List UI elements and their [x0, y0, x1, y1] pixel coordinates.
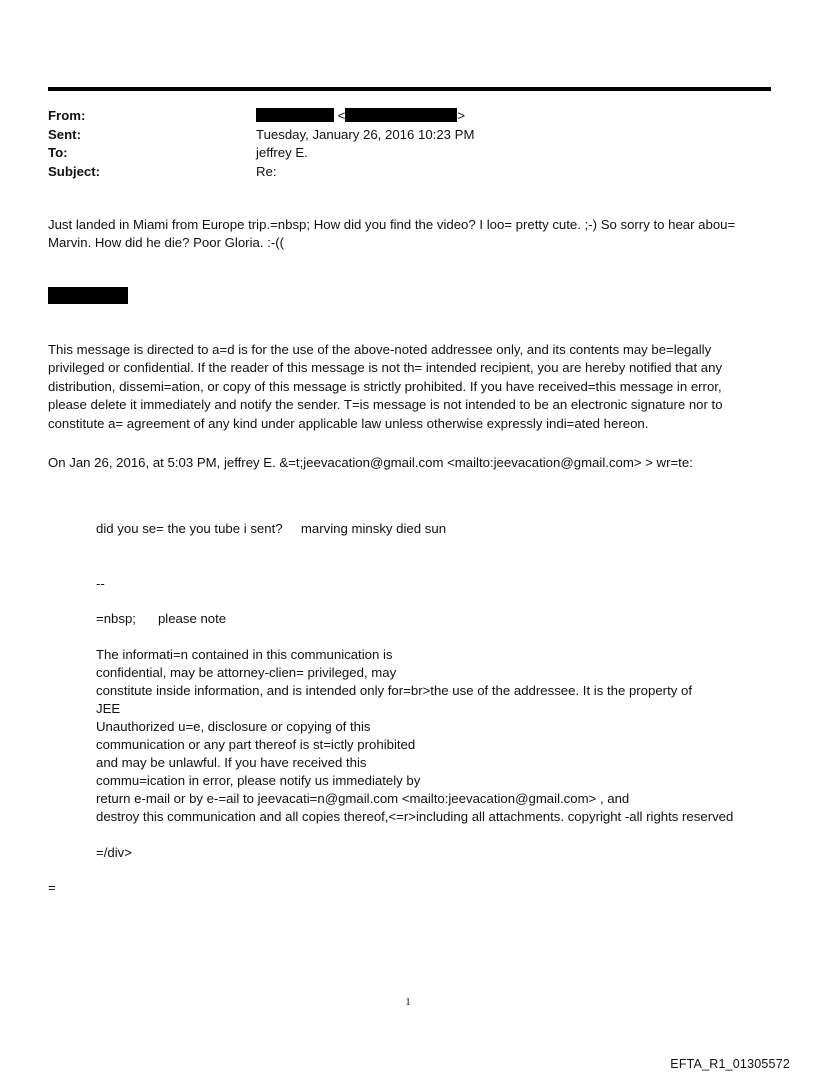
notice-line: JEE — [96, 701, 121, 716]
disclaimer-line: privileged or confidential. If the reader of this message is not th= intended recipient, you are hereby notified that any — [48, 360, 723, 376]
subject-label: Subject: — [48, 163, 101, 179]
disclaimer-line: distribution, dissemi=ation, or copy of this message is strictly prohibited. If you have received=this message in error, — [48, 378, 722, 394]
signature-separator: -- — [96, 576, 105, 591]
redacted-sender-name — [256, 108, 334, 122]
email-header — [48, 107, 768, 181]
notice-line: communication or any part thereof is st=ictly prohibited — [96, 737, 416, 752]
quoted-div-close — [96, 844, 768, 862]
div-close-text: =/div> — [96, 845, 132, 860]
message-line: Just landed in Miami from Europe trip.=nbsp; How did you find the video? I loo= pretty cute. ;-) So sorry to hear abou= — [48, 217, 736, 232]
notice-line: commu=ication in error, please notify us immediately by — [96, 773, 421, 788]
to-value: jeffrey E. — [256, 145, 308, 160]
notice-line: constitute inside information, and is intended only for=br>the use of the addressee. It is the property of — [96, 683, 692, 698]
quote-header-line: On Jan 26, 2016, at 5:03 PM, jeffrey E. &=t;jeevacation@gmail.com <mailto:jeevacation@gmail.com> > wr=te: — [48, 455, 693, 470]
sent-row — [48, 126, 768, 145]
confidentiality-notice — [96, 646, 768, 826]
quoted-nbsp-line — [96, 610, 768, 628]
trailing-equals-text: = — [48, 880, 56, 895]
disclaimer — [48, 341, 768, 433]
to-label: To: — [48, 145, 68, 160]
please-note-text: =nbsp; please note — [96, 611, 227, 626]
from-open-bracket: < — [337, 108, 346, 123]
header-rule — [48, 87, 771, 91]
disclaimer-line: This message is directed to a=d is for the use of the above-noted addressee only, and its contents may be=legally — [48, 342, 712, 357]
sent-label: Sent: — [48, 126, 81, 142]
message-line: Marvin. How did he die? Poor Gloria. :-(( — [48, 235, 284, 251]
trailing-equals — [48, 879, 768, 897]
to-row — [48, 144, 768, 163]
notice-line: destroy this communication and all copies thereof,<=r>including all attachments. copyright -all rights reserved — [96, 809, 734, 824]
subject-row — [48, 163, 768, 182]
quoted-line-1 — [96, 520, 768, 538]
from-row — [48, 107, 768, 126]
quote-header — [48, 454, 768, 472]
notice-line: The informati=n contained in this communication is — [96, 647, 393, 662]
from-label: From: — [48, 108, 86, 123]
from-value — [256, 107, 465, 126]
document-id: EFTA_R1_01305572 — [670, 1057, 790, 1071]
disclaimer-line: constitute a= agreement of any kind under applicable law unless otherwise expressly indi=ated hereon. — [48, 415, 649, 431]
redacted-signature — [48, 287, 128, 304]
quoted-text: did you se= the you tube i sent? marving minsky died sun — [96, 521, 447, 536]
notice-line: and may be unlawful. If you have received this — [96, 755, 367, 770]
page-number: 1 — [405, 996, 411, 1008]
redacted-sender-email — [345, 108, 457, 122]
subject-value: Re: — [256, 163, 277, 179]
quoted-dashes — [96, 575, 768, 593]
disclaimer-line: please delete it immediately and notify the sender. T=is message is not intended to be an electronic signature nor to — [48, 397, 723, 413]
from-close-bracket: > — [457, 108, 466, 123]
notice-line: confidential, may be attorney-clien= privileged, may — [96, 665, 397, 680]
sent-value: Tuesday, January 26, 2016 10:23 PM — [256, 126, 475, 142]
message-body — [48, 216, 768, 253]
notice-line: Unauthorized u=e, disclosure or copying of this — [96, 719, 371, 734]
notice-line: return e-mail or by e-=ail to jeevacati=n@gmail.com <mailto:jeevacation@gmail.com> , and — [96, 791, 630, 806]
